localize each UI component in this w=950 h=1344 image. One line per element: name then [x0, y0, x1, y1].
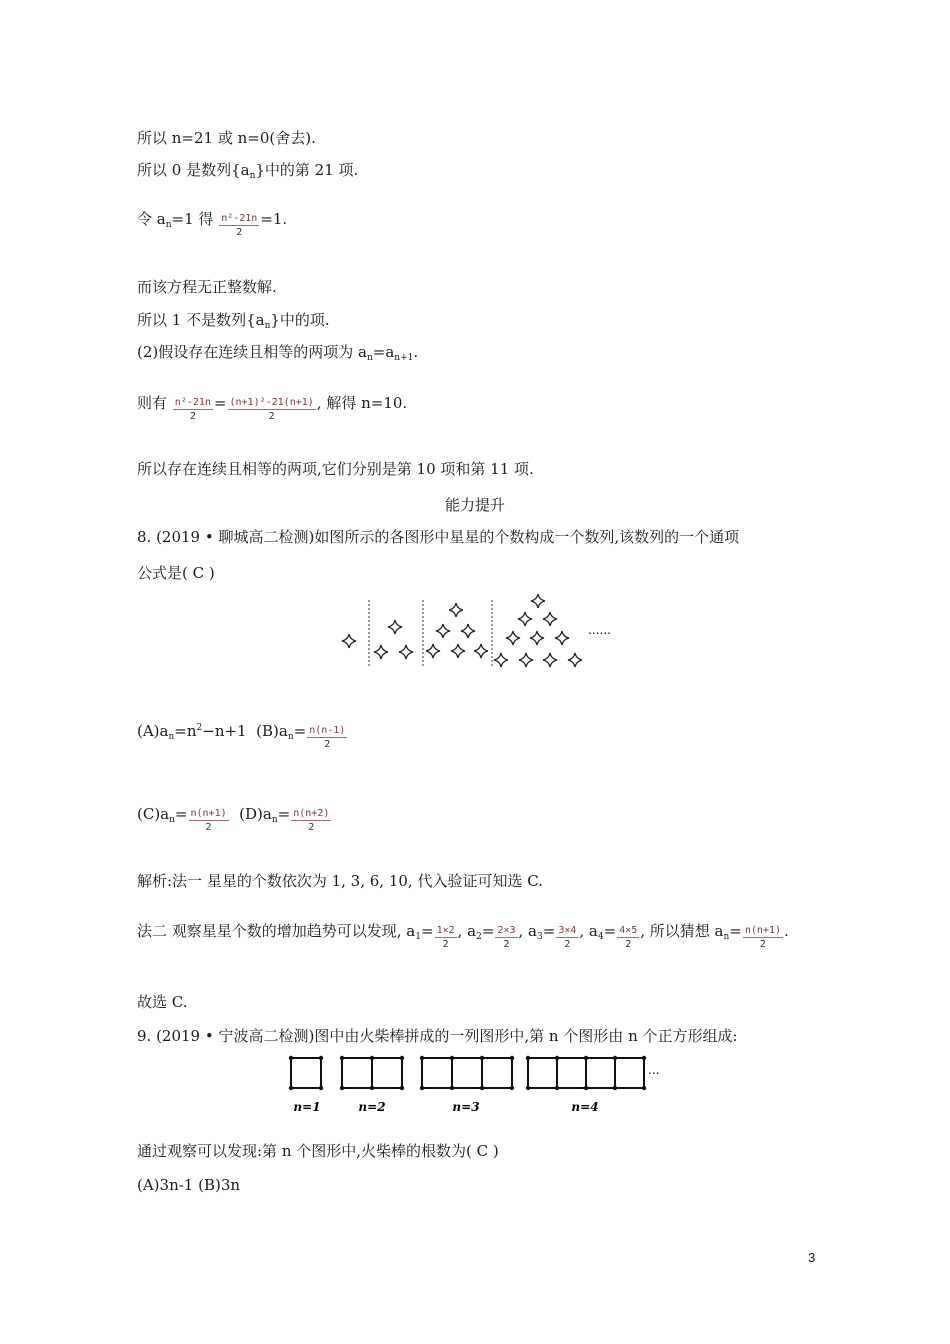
star-icon	[388, 620, 402, 634]
option-d: $(D)a_n=$ $\frac{n(n+2)}{2}$	[239, 805, 330, 833]
star-icon	[399, 645, 413, 659]
star-icon	[451, 644, 465, 658]
star-icon	[461, 624, 475, 638]
question-9-answer: 通过观察可以发现:第 n 个图形中,火柴棒的根数为( C )	[137, 1142, 499, 1160]
figure-label: n=1	[293, 1100, 321, 1114]
fraction: $\frac{1\times 2}{2}$	[436, 925, 455, 950]
star-icon	[342, 634, 356, 648]
text-line: 所以 1 不是数列$\{a_n\}$中的项.	[137, 311, 330, 331]
fraction: $\frac{n(n+1)}{2}$	[744, 925, 781, 950]
figure-label: n=4	[571, 1100, 599, 1114]
star-icon	[374, 645, 388, 659]
option-a-b	[137, 718, 348, 750]
fraction: $\frac{\text{n²-21n}}{2}$	[221, 213, 258, 238]
matchstick-figure	[280, 1050, 680, 1118]
star-icon	[543, 653, 557, 667]
equation-line: 令 $a_n=1$ 得 $\frac{\text{n²-21n}}{2}$ =1.	[137, 210, 288, 238]
star-icon	[531, 594, 545, 608]
section-title: 能力提升	[444, 496, 505, 514]
page-number: 3	[808, 1250, 816, 1265]
solution-conclusion: 故选 C.	[137, 993, 188, 1011]
figure-label: n=2	[358, 1100, 386, 1114]
star-icon	[555, 631, 569, 645]
fraction: $\frac{\text{n²-21n}}{2}$	[174, 397, 211, 422]
star-icon	[426, 644, 440, 658]
option-c: $(C)a_n=$ $\frac{n(n+1)}{2}$	[137, 805, 227, 833]
star-icon	[568, 653, 582, 667]
fraction: $\frac{\text{(n+1)²-21(n+1)}}{2}$	[229, 397, 314, 422]
ellipsis: ......	[588, 623, 611, 637]
ellipsis: ...	[648, 1063, 660, 1077]
option-a: $(A)a_n=n^2-n+1$	[137, 722, 247, 742]
solution-method-2: 法二 观察星星个数的增加趋势可以发现, $a_1=$ $\frac{1\times 2}{2}$ , $a_2=$ $\frac{2\times 3}{2}$ , $a_3=$ $\frac{3\times 4}{2}$ , $a_4=$ $\frac{4\times 5}{2}$ , 所以猜想 $a_n=$ $\frac{n(n+1)}{2}$ .	[137, 922, 789, 950]
figure-label: n=3	[452, 1100, 480, 1114]
fraction: $\frac{2\times 3}{2}$	[497, 925, 516, 950]
equation-line: 则有 $\frac{\text{n²-21n}}{2}$ = $\frac{\text{(n+1)²-21(n+1)}}{2}$ , 解得 n=10.	[137, 394, 408, 422]
square	[291, 1058, 321, 1088]
star-icon	[436, 624, 450, 638]
fraction: $\frac{n(n+1)}{2}$	[190, 808, 227, 833]
text-line: 而该方程无正整数解.	[137, 278, 277, 296]
question-9-stem: 9. (2019 • 宁波高二检测)图中由火柴棒拼成的一列图形中,第 n 个图形由 n 个正方形组成:	[137, 1027, 738, 1045]
fraction: $\frac{n(n+2)}{2}$	[293, 808, 330, 833]
star-icon	[494, 653, 508, 667]
star-figure	[330, 592, 620, 672]
option-c-d	[137, 801, 332, 833]
star-icon	[474, 644, 488, 658]
question-9-options: (A)3n-1 (B)3n	[137, 1176, 241, 1194]
text-line: 所以 n=21 或 n=0(舍去).	[137, 129, 316, 147]
question-8-stem: 8. (2019 • 聊城高二检测)如图所示的各图形中星星的个数构成一个数列,该数列的一个通项	[137, 528, 740, 546]
text-line: 所以存在连续且相等的两项,它们分别是第 10 项和第 11 项.	[137, 460, 534, 478]
option-b: $(B)a_n=$ $\frac{n(n-1)}{2}$	[256, 722, 346, 750]
star-icon	[519, 653, 533, 667]
square	[422, 1058, 512, 1088]
star-icon	[543, 612, 557, 626]
star-icon	[506, 631, 520, 645]
fraction: $\frac{4\times 5}{2}$	[619, 925, 638, 950]
solution-method-1: 解析:法一 星星的个数依次为 1, 3, 6, 10, 代入验证可知选 C.	[137, 872, 543, 890]
fraction: $\frac{3\times 4}{2}$	[558, 925, 577, 950]
star-icon	[518, 612, 532, 626]
question-8-answer: 公式是( C )	[137, 564, 215, 582]
star-icon	[530, 631, 544, 645]
star-icon	[449, 603, 463, 617]
text-line: (2)假设存在连续且相等的两项为 $a_n=a_{n+1}$.	[137, 343, 419, 363]
fraction: $\frac{n(n-1)}{2}$	[309, 725, 346, 750]
text-line: 所以 0 是数列$\{a_n\}$中的第 21 项.	[137, 161, 359, 181]
